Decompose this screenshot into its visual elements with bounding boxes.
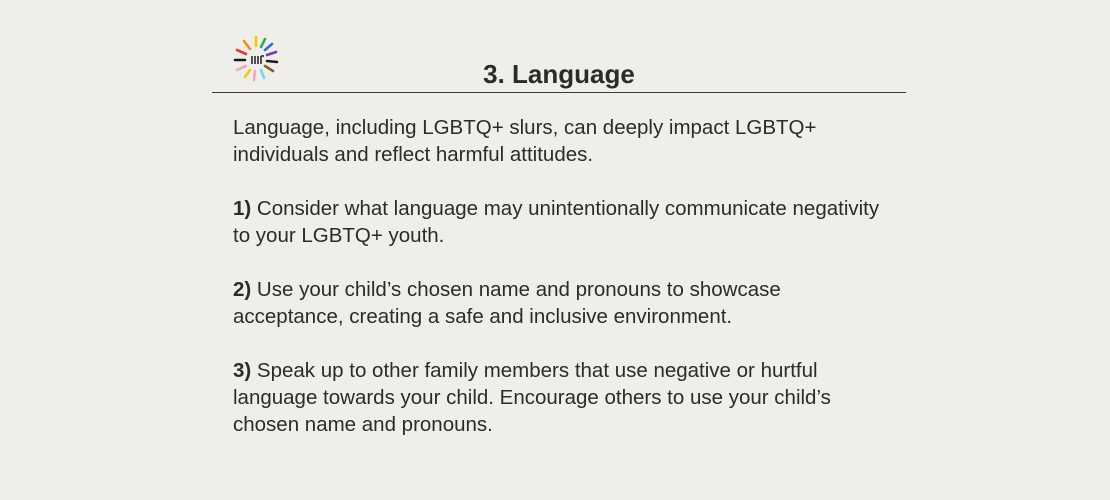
item-number: 3)	[233, 359, 252, 382]
intro-paragraph: Language, including LGBTQ+ slurs, can deeply impact LGBTQ+ individuals and reflect harmful attitudes.	[233, 116, 817, 166]
list-item	[233, 195, 883, 249]
list-item	[233, 357, 883, 438]
page-title: 3. Language	[483, 59, 635, 89]
item-text: Speak up to other family members that use negative or hurtful language towards your child. Encourage others to use your child’s chosen name and pronouns.	[233, 359, 831, 436]
item-number: 1)	[233, 197, 252, 220]
list-item	[233, 276, 883, 330]
item-number: 2)	[233, 278, 252, 301]
item-text: Consider what language may unintentionally communicate negativity to your LGBTQ+ youth.	[233, 197, 880, 247]
title-divider	[212, 92, 906, 93]
item-text: Use your child’s chosen name and pronouns to showcase acceptance, creating a safe and inclusive environment.	[233, 278, 781, 328]
content-body	[233, 114, 883, 438]
